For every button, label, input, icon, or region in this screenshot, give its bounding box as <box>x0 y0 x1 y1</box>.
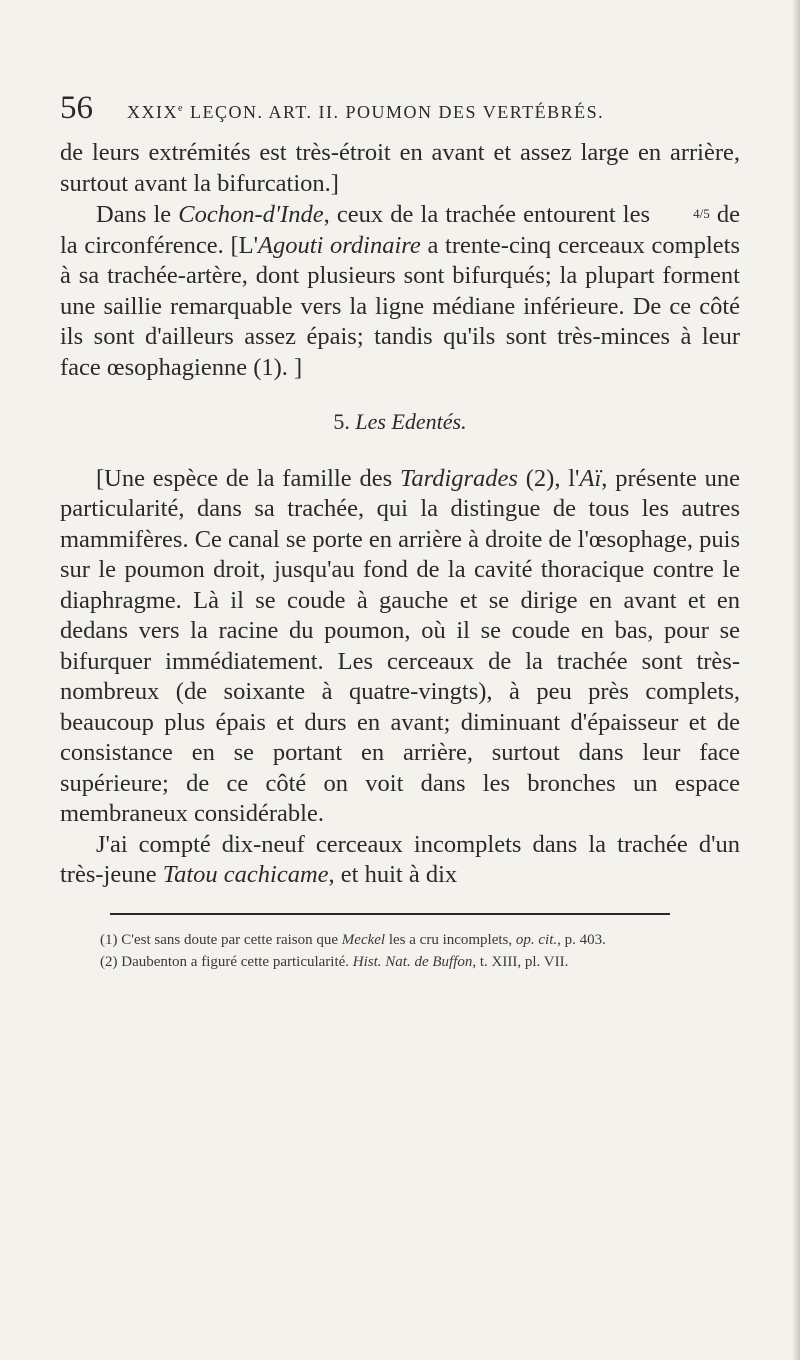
footnote-2: (2) Daubenton a figuré cette particularité. Hist. Nat. de Buffon, t. XIII, pl. VII. <box>100 953 569 970</box>
paragraph-4: J'ai compté dix-neuf cerceaux incomplets dans la trachée d'un très-jeune Tatou cachicame, et huit à dix <box>60 830 740 888</box>
page-header <box>60 90 740 130</box>
paragraph-2: Dans le Cochon-d'Inde, ceux de la trachée entourent les 4/5 de la circonférence. [L'Agouti ordinaire a trente-cinq cerceaux complets à sa trachée-artère, dont plusieurs sont bifurqués; la plupart forment une saillie remarquable vers la ligne médiane inférieure. De ce côté ils sont d'ailleurs assez épais; tandis qu'ils sont très-minces à leur face œsophagienne (1). ] <box>60 201 741 381</box>
paragraph-1: de leurs extrémités est très-étroit en avant et assez large en arrière, surtout avant la bifurcation.] <box>60 139 740 197</box>
section-heading: 5. Les Edentés. <box>333 409 467 434</box>
page-number: 56 <box>60 90 93 126</box>
footnotes <box>60 929 740 973</box>
footnote-1: (1) C'est sans doute par cette raison que Meckel les a cru incomplets, op. cit., p. 403. <box>100 931 606 948</box>
page-edge-shadow <box>792 0 800 1360</box>
book-page <box>60 90 740 973</box>
page-body <box>60 138 740 891</box>
paragraph-3: [Une espèce de la famille des Tardigrades (2), l'Aï, présente une particularité, dans sa trachée, qui la distingue de tous les autres mammifères. Ce canal se porte en arrière à droite de l'œsophage, puis sur le poumon droit, jusqu'au fond de la cavité thoracique contre le diaphragme. Là il se coude à gauche et se dirige en avant et en dedans vers la racine du poumon, où il se coude en bas, pour se bifurquer immédiatement. Les cerceaux de la trachée sont très-nombreux (de soixante à quatre-vingts), à peu près complets, beaucoup plus épais et durs en avant; diminuant d'épaisseur et de consistance en se portant en arrière, surtout dans leur face supérieure; de ce côté on voit dans les bronches un espace membraneux considérable. <box>60 464 740 827</box>
footnote-rule <box>110 913 670 915</box>
running-head: XXIXe LEÇON. ART. II. POUMON DES VERTÉBRÉS. <box>127 102 605 122</box>
fraction: 4/5 <box>693 206 710 221</box>
